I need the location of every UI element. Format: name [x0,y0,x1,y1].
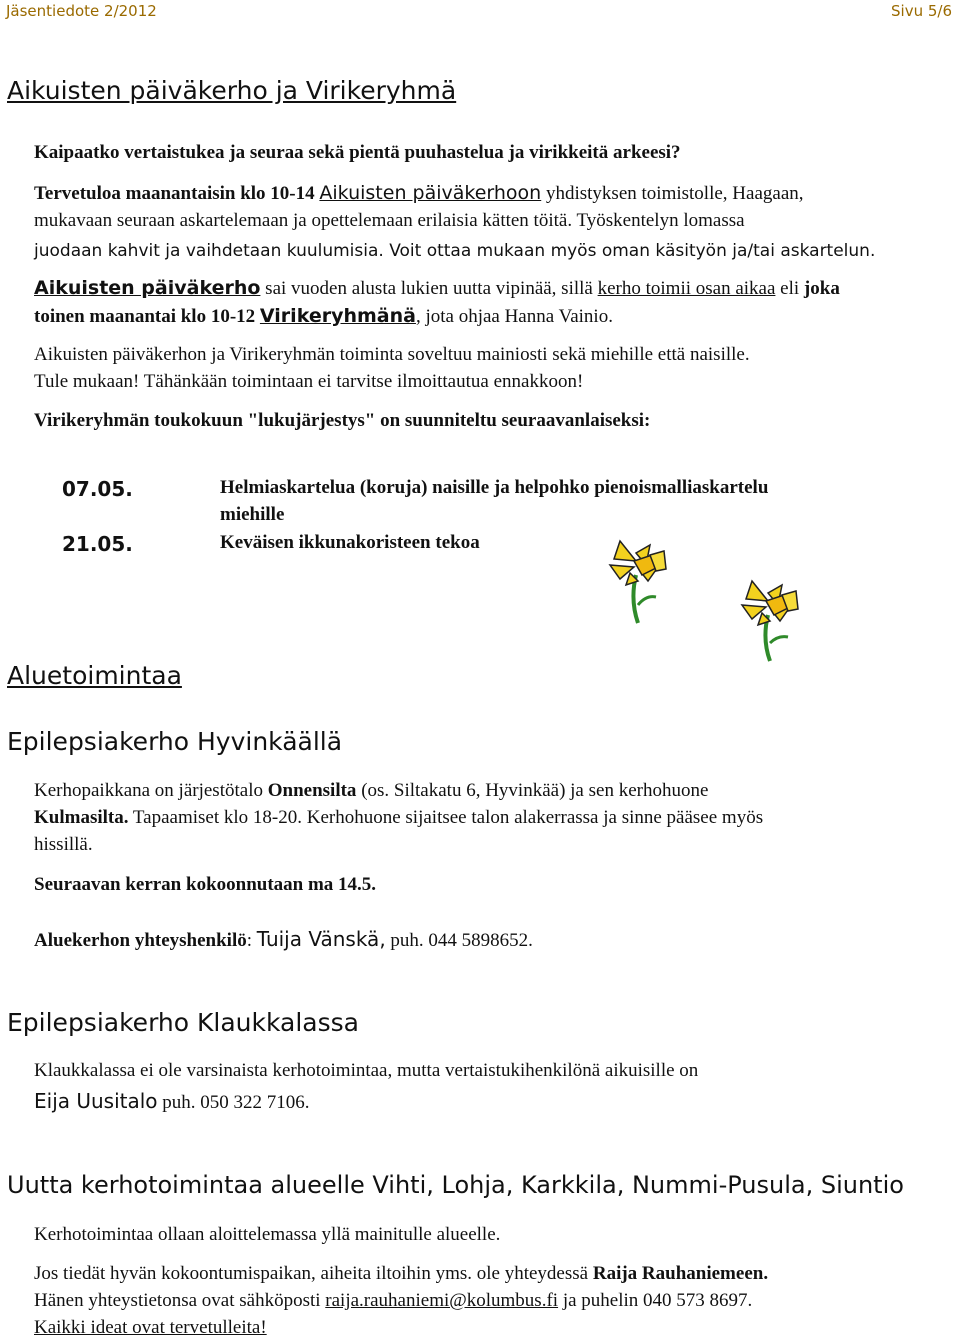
section-title-klaukkala: Epilepsiakerho Klaukkalassa [7,1008,359,1037]
hyvinkaa-line-3: hissillä. [34,834,93,855]
klaukkala-line-2 [34,1088,310,1116]
page-number: Sivu 5/6 [891,2,952,20]
paragraph-1-line-1 [34,180,804,207]
klaukkala-line-1: Klaukkalassa ei ole varsinaista kerhotoimintaa, mutta vertaistukihenkilönä aikuisille on [34,1060,699,1081]
section-title-day-club: Aikuisten päiväkerho ja Virikeryhmä [7,76,457,105]
new-clubs-contact: Raija Rauhaniemeen. [592,1263,769,1284]
p1-club-name: Aikuisten päiväkerhoon [319,182,542,204]
schedule-item-1-text: Helmiaskartelua (koruja) naisille ja helpohko pienoismalliaskartelu [220,477,769,498]
schedule-date-2: 21.05. [62,532,133,556]
new-clubs-line-1: Kerhotoimintaa ollaan aloittelemassa yllä mainitulle alueelle. [34,1224,501,1245]
paragraph-1-line-2 [34,208,745,234]
new-clubs-l3a: Hänen yhteystietonsa ovat sähköposti [34,1290,326,1311]
schedule-item-1-line-1 [220,477,768,499]
p1-bold: Tervetuloa maanantaisin klo 10-14 [34,183,320,204]
new-clubs-line-3 [34,1288,752,1314]
schedule-heading-text: Virikeryhmän toukokuun "lukujärjestys" on suunniteltu seuraavanlaiseksi: [34,410,651,431]
new-clubs-line-2 [34,1261,768,1287]
paragraph-2-line-1 [34,275,840,302]
schedule-heading [34,408,650,434]
contact-name: Tuija Vänskä, [256,927,386,951]
hyvinkaa-contact [34,926,533,954]
hyvinkaa-l1a: Kerhopaikkana on järjestötalo [34,780,268,801]
daffodil-icon [606,535,676,625]
section-title-hyvinkaa: Epilepsiakerho Hyvinkäällä [7,727,343,756]
p1-rest: yhdistyksen toimistolle, Haagaan, [541,183,804,204]
schedule-item-1-line-2 [220,504,284,526]
p2-eli: eli [775,278,804,299]
hyvinkaa-venue: Onnensilta [267,780,357,801]
paragraph-3-line-2: Tule mukaan! Tähänkään toimintaan ei tarvitse ilmoittautua ennakkoon! [34,371,584,392]
daffodil-icon [740,575,808,663]
schedule-item-2-text: Keväisen ikkunakoristeen tekoa [220,532,480,553]
p2-joka: joka [803,278,840,299]
klaukkala-phone: puh. 050 322 7106. [157,1092,310,1113]
contact-label: Aluekerhon yhteyshenkilö [34,930,247,951]
section-title-regional: Aluetoimintaa [7,661,182,690]
hyvinkaa-l1c: (os. Siltakatu 6, Hyvinkää) ja sen kerhohuone [356,780,709,801]
email-link[interactable]: raija.rauhaniemi@kolumbus.fi [325,1290,559,1311]
hyvinkaa-next-text: Seuraavan kerran kokoonnutaan ma 14.5. [34,874,377,895]
paragraph-1-line-3: juodaan kahvit ja vaihdetaan kuulumisia. Voit ottaa mukaan myös oman käsityön ja/tai askartelun. [34,241,876,261]
hyvinkaa-line-1 [34,778,708,804]
schedule-item-2-line-1 [220,532,480,554]
p2-line2-bold: toinen maanantai klo 10-12 [34,306,260,327]
p2-line2-rest: , jota ohjaa Hanna Vainio. [415,306,613,327]
new-clubs-l3b: ja puhelin 040 573 8697. [558,1290,753,1311]
intro-text [34,140,681,166]
contact-colon: : [246,930,257,951]
schedule-item-1-text2: miehille [220,504,285,525]
paragraph-2-line-2 [34,303,613,330]
paragraph-3-line-1: Aikuisten päiväkerhon ja Virikeryhmän toiminta soveltuu mainiosti sekä miehille että naisille. [34,344,750,365]
p2-underlined: kerho toimii osan aikaa [597,278,776,299]
contact-phone: puh. 044 5898652. [385,930,533,951]
p2-group-name: Virikeryhmänä [259,305,416,327]
hyvinkaa-room: Kulmasilta. [34,807,129,828]
klaukkala-contact-name: Eija Uusitalo [34,1089,158,1113]
section-title-new-clubs: Uutta kerhotoimintaa alueelle Vihti, Lohja, Karkkila, Nummi-Pusula, Siuntio [7,1171,904,1199]
new-clubs-line-4: Kaikki ideat ovat tervetulleita! [34,1317,267,1338]
hyvinkaa-l2b: Tapaamiset klo 18-20. Kerhohuone sijaitsee talon alakerrassa ja sinne pääsee myös [128,807,764,828]
hyvinkaa-next-meeting [34,872,376,898]
p2-club-name: Aikuisten päiväkerho [34,277,261,299]
p2-text: sai vuoden alusta lukien uutta vipinää, sillä [260,278,598,299]
new-clubs-l2a: Jos tiedät hyvän kokoontumispaikan, aiheita iltoihin yms. ole yhteydessä [34,1263,593,1284]
intro-bold: Kaipaatko vertaistukea ja seuraa sekä pientä puuhastelua ja virikkeitä arkeesi? [34,142,681,163]
schedule-date-1: 07.05. [62,477,133,501]
p1-line2-text: mukavaan seuraan askartelemaan ja opettelemaan erilaisia kätten töitä. Työskentelyn lomassa [34,210,745,231]
newsletter-title: Jäsentiedote 2/2012 [6,2,157,20]
hyvinkaa-line-2 [34,805,763,831]
